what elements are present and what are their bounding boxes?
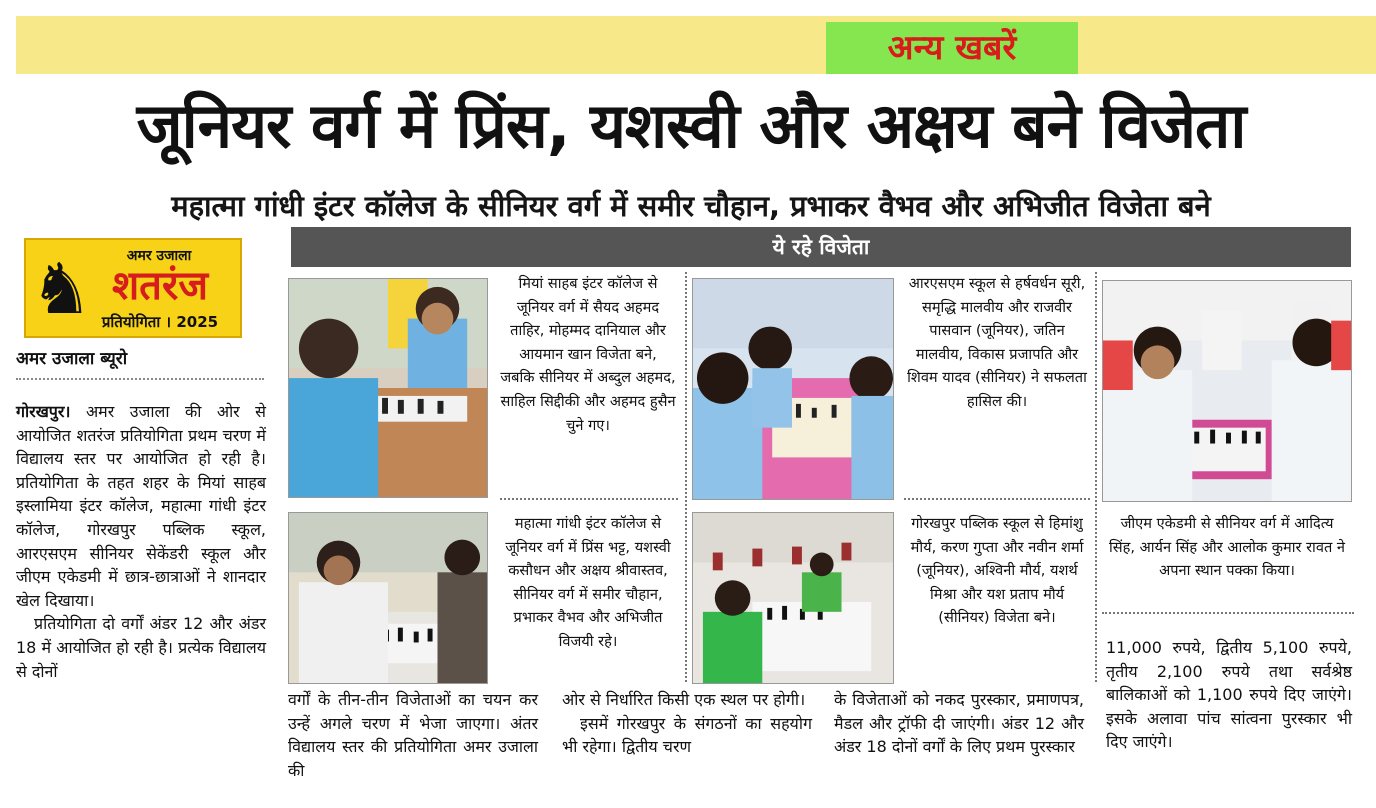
photo-gm-academy-match	[1102, 280, 1352, 502]
photo-rsm-students	[692, 278, 894, 500]
logo-year-text: प्रतियोगिता । 2025	[101, 313, 219, 331]
caption-rsm: आरएसएम स्कूल से हर्षवर्धन सूरी, समृद्धि मालवीय और राजवीर पासवान (जूनियर), जतिन मालवीय, विकास प्रजापति और शिवम यादव (सीनियर) ने सफलता हासिल की।	[907, 275, 1087, 410]
article-paragraph: ओर से निर्धारित किसी एक स्थल पर होगी।	[562, 690, 806, 709]
article-paragraph-1	[16, 400, 266, 612]
article-column-1	[16, 400, 266, 683]
caption-mian-sahab: मियां साहब इंटर कॉलेज से जूनियर वर्ग में सैयद अहमद ताहिर, मोहम्मद दानियाल और आयमान खान विजेता बने, जबकि सीनियर में अब्दुल अहमद, साहिल सिद्दीकी और अहमद हुसैन चुने गए।	[500, 275, 676, 434]
caption-divider	[500, 498, 678, 500]
byline-divider	[16, 378, 264, 380]
photo-gps-match	[692, 512, 894, 684]
caption-gps: गोरखपुर पब्लिक स्कूल से हिमांशु मौर्य, करण गुप्ता और नवीन शर्मा (जूनियर), अश्विनी मौर्य, यशर्थ मिश्रा और यश प्रताप मौर्य (सीनियर) विजेता बने।	[910, 515, 1084, 627]
article-column-2: वर्गों के तीन-तीन विजेताओं का चयन कर उन्हें अगले चरण में भेजा जाएगा। अंतर विद्यालय स्तर की प्रतियोगिता अमर उजाला की	[288, 690, 538, 780]
paragraph-text: अमर उजाला की ओर से आयोजित शतरंज प्रतियोगिता प्रथम चरण में विद्यालय स्तर पर आयोजित हो रही है। प्रतियोगिता के तहत शहर के मियां साहब इस्लामिया इंटर कॉलेज, महात्मा गांधी इंटर कॉलेज, गोरखपुर पब्लिक स्कूल, आरएसएम सीनियर सेकेंडरी स्कूल और जीएम एकेडमी में छात्र-छात्राओं ने शानदार खेल दिखाया।	[16, 402, 266, 610]
winners-banner: ये रहे विजेता	[291, 227, 1351, 267]
caption-gm-academy: जीएम एकेडमी से सीनियर वर्ग में आदित्य सिंह, आर्यन सिंह और आलोक कुमार रावत ने अपना स्थान पक्का किया।	[1108, 515, 1346, 580]
section-tag: अन्य खबरें	[826, 22, 1078, 74]
article-column-4: के विजेताओं को नकद पुरस्कार, प्रमाणपत्र, मैडल और ट्रॉफी दी जाएंगी। अंडर 12 और अंडर 18 दोनों वर्गों के लिए प्रथम पुरस्कार	[834, 690, 1084, 757]
caption-divider	[1102, 612, 1354, 614]
headline: जूनियर वर्ग में प्रिंस, यशस्वी और अक्षय बने विजेता	[136, 89, 1246, 162]
byline: अमर उजाला ब्यूरो	[16, 349, 128, 369]
photo-mahatma-gandhi-match	[288, 512, 488, 684]
article-paragraph-2: प्रतियोगिता दो वर्गों अंडर 12 और अंडर 18 में आयोजित हो रही है। प्रत्येक विद्यालय से दोनों	[16, 614, 266, 681]
photo-mian-sahab-match	[288, 278, 488, 498]
subheadline: महात्मा गांधी इंटर कॉलेज के सीनियर वर्ग में समीर चौहान, प्रभाकर वैभव और अभिजीत विजेता बने	[171, 189, 1211, 223]
column-divider	[1095, 272, 1097, 682]
caption-divider	[904, 498, 1090, 500]
article-column-5: 11,000 रुपये, द्वितीय 5,100 रुपये, तृतीय 2,100 रुपये तथा सर्वश्रेष्ठ बालिकाओं को 1,100 रुपये दिए जाएंगे। इसके अलावा पांच सांत्वना पुरस्कार भी दिए जाएंगे।	[1106, 638, 1352, 752]
logo-title-text: शतरंज	[111, 263, 209, 309]
top-color-band	[16, 16, 1376, 74]
column-divider	[685, 272, 687, 682]
chess-competition-logo	[24, 238, 242, 338]
chess-knight-icon: ♞	[30, 248, 93, 330]
dateline: गोरखपुर।	[16, 402, 71, 421]
article-paragraph: इसमें गोरखपुर के संगठनों का सहयोग भी रहेगा। द्वितीय चरण	[562, 713, 812, 757]
caption-mahatma-gandhi: महात्मा गांधी इंटर कॉलेज से जूनियर वर्ग में प्रिंस भट्ट, यशस्वी कसौधन और अक्षय श्रीवास्तव, सीनियर वर्ग में समीर चौहान, प्रभाकर वैभव और अभिजीत विजयी रहे।	[505, 515, 671, 650]
logo-brand-text: अमर उजाला	[126, 248, 192, 264]
article-column-3	[562, 688, 812, 759]
